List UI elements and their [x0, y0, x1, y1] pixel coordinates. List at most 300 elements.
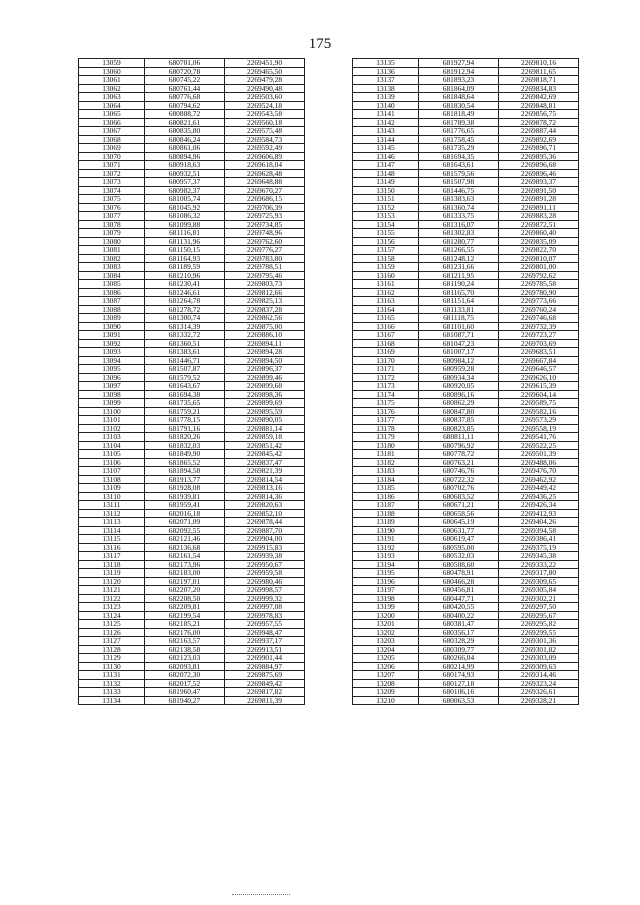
point-number-cell: 13059	[79, 59, 145, 68]
y-coordinate-cell: 2269886,10	[225, 331, 305, 340]
y-coordinate-cell: 2269479,28	[225, 76, 305, 85]
y-coordinate-cell: 2269881,14	[225, 424, 305, 433]
y-coordinate-cell: 2269894,11	[225, 339, 305, 348]
point-number-cell: 13162	[353, 288, 419, 297]
point-number-cell: 13134	[79, 696, 145, 705]
y-coordinate-cell: 2269810,07	[499, 254, 579, 263]
table-row	[353, 637, 579, 646]
table-row	[79, 577, 305, 586]
table-row	[353, 314, 579, 323]
table-row	[353, 365, 579, 374]
y-coordinate-cell: 2269892,69	[499, 135, 579, 144]
y-coordinate-cell: 2269999,32	[225, 594, 305, 603]
point-number-cell: 13112	[79, 509, 145, 518]
x-coordinate-cell: 681579,56	[419, 169, 499, 178]
table-row	[79, 186, 305, 195]
x-coordinate-cell: 680381,47	[419, 620, 499, 629]
y-coordinate-cell: 2269913,51	[225, 645, 305, 654]
y-coordinate-cell: 2269811,65	[499, 67, 579, 76]
point-number-cell: 13088	[79, 305, 145, 314]
x-coordinate-cell: 680720,78	[145, 67, 225, 76]
y-coordinate-cell: 2269883,28	[499, 212, 579, 221]
point-number-cell: 13089	[79, 314, 145, 323]
y-coordinate-cell: 2269821,39	[225, 467, 305, 476]
x-coordinate-cell: 680982,37	[145, 186, 225, 195]
table-row	[79, 535, 305, 544]
point-number-cell: 13071	[79, 161, 145, 170]
y-coordinate-cell: 2269295,82	[499, 620, 579, 629]
x-coordinate-cell: 681694,35	[419, 152, 499, 161]
y-coordinate-cell: 2269476,70	[499, 467, 579, 476]
x-coordinate-cell: 680920,05	[419, 382, 499, 391]
y-coordinate-cell: 2269896,71	[499, 144, 579, 153]
point-number-cell: 13126	[79, 628, 145, 637]
point-number-cell: 13185	[353, 484, 419, 493]
point-number-cell: 13097	[79, 382, 145, 391]
point-number-cell: 13146	[353, 152, 419, 161]
x-coordinate-cell: 681789,38	[419, 118, 499, 127]
x-coordinate-cell: 680776,68	[145, 93, 225, 102]
y-coordinate-cell: 2269818,71	[499, 76, 579, 85]
table-row	[79, 696, 305, 705]
table-row	[353, 526, 579, 535]
table-row	[79, 543, 305, 552]
point-number-cell: 13093	[79, 348, 145, 357]
table-row	[353, 280, 579, 289]
table-row	[353, 603, 579, 612]
point-number-cell: 13065	[79, 110, 145, 119]
x-coordinate-cell: 682136,68	[145, 543, 225, 552]
x-coordinate-cell: 681189,59	[145, 263, 225, 272]
table-row	[353, 229, 579, 238]
point-number-cell: 13094	[79, 356, 145, 365]
y-coordinate-cell: 2269309,65	[499, 577, 579, 586]
table-row	[79, 280, 305, 289]
y-coordinate-cell: 2269303,09	[499, 654, 579, 663]
table-row	[353, 467, 579, 476]
point-number-cell: 13069	[79, 144, 145, 153]
point-number-cell: 13204	[353, 645, 419, 654]
y-coordinate-cell: 2269896,68	[499, 161, 579, 170]
x-coordinate-cell: 682093,81	[145, 662, 225, 671]
point-number-cell: 13186	[353, 492, 419, 501]
y-coordinate-cell: 2269859,18	[225, 433, 305, 442]
table-row	[353, 110, 579, 119]
table-row	[79, 611, 305, 620]
table-row	[353, 671, 579, 680]
x-coordinate-cell: 680957,37	[145, 178, 225, 187]
point-number-cell: 13154	[353, 220, 419, 229]
point-number-cell: 13061	[79, 76, 145, 85]
table-row	[353, 543, 579, 552]
table-row	[79, 237, 305, 246]
table-row	[79, 263, 305, 272]
x-coordinate-cell: 680835,80	[145, 127, 225, 136]
table-row	[353, 594, 579, 603]
table-row	[79, 645, 305, 654]
y-coordinate-cell: 2269915,83	[225, 543, 305, 552]
x-coordinate-cell: 681190,24	[419, 280, 499, 289]
y-coordinate-cell: 2269725,93	[225, 212, 305, 221]
point-number-cell: 13138	[353, 84, 419, 93]
table-row	[353, 373, 579, 382]
y-coordinate-cell: 2269305,84	[499, 586, 579, 595]
y-coordinate-cell: 2269842,69	[499, 93, 579, 102]
point-number-cell: 13064	[79, 101, 145, 110]
table-row	[79, 144, 305, 153]
x-coordinate-cell: 682209,81	[145, 603, 225, 612]
point-number-cell: 13062	[79, 84, 145, 93]
footer-mark	[232, 894, 290, 897]
x-coordinate-cell: 681211,95	[419, 271, 499, 280]
x-coordinate-cell: 680959,28	[419, 365, 499, 374]
table-row	[79, 688, 305, 697]
y-coordinate-cell: 2269878,44	[225, 518, 305, 527]
table-row	[353, 93, 579, 102]
y-coordinate-cell: 2269543,58	[225, 110, 305, 119]
x-coordinate-cell: 682208,50	[145, 594, 225, 603]
x-coordinate-cell: 680356,17	[419, 628, 499, 637]
y-coordinate-cell: 2269904,00	[225, 535, 305, 544]
table-row	[353, 254, 579, 263]
point-number-cell: 13181	[353, 450, 419, 459]
point-number-cell: 13115	[79, 535, 145, 544]
y-coordinate-cell: 2269801,00	[499, 263, 579, 272]
point-number-cell: 13168	[353, 339, 419, 348]
point-number-cell: 13063	[79, 93, 145, 102]
table-row	[353, 492, 579, 501]
y-coordinate-cell: 2269451,90	[225, 59, 305, 68]
point-number-cell: 13125	[79, 620, 145, 629]
table-row	[79, 450, 305, 459]
y-coordinate-cell: 2269878,72	[499, 118, 579, 127]
y-coordinate-cell: 2269604,14	[499, 390, 579, 399]
point-number-cell: 13155	[353, 229, 419, 238]
point-number-cell: 13161	[353, 280, 419, 289]
table-row	[79, 135, 305, 144]
point-number-cell: 13107	[79, 467, 145, 476]
x-coordinate-cell: 682163,57	[145, 637, 225, 646]
x-coordinate-cell: 681912,94	[419, 67, 499, 76]
x-coordinate-cell: 681759,21	[145, 407, 225, 416]
table-row	[79, 203, 305, 212]
point-number-cell: 13164	[353, 305, 419, 314]
x-coordinate-cell: 681694,38	[145, 390, 225, 399]
table-row	[353, 127, 579, 136]
x-coordinate-cell: 681446,71	[145, 356, 225, 365]
x-coordinate-cell: 682183,00	[145, 569, 225, 578]
y-coordinate-cell: 2269582,16	[499, 407, 579, 416]
x-coordinate-cell: 681280,77	[419, 237, 499, 246]
table-row	[353, 645, 579, 654]
y-coordinate-cell: 2269703,69	[499, 339, 579, 348]
x-coordinate-cell: 680631,77	[419, 526, 499, 535]
table-row	[79, 552, 305, 561]
x-coordinate-cell: 681830,54	[419, 101, 499, 110]
table-row	[353, 450, 579, 459]
table-row	[353, 577, 579, 586]
table-row	[79, 560, 305, 569]
table-row	[79, 152, 305, 161]
table-row	[353, 178, 579, 187]
x-coordinate-cell: 681735,29	[419, 144, 499, 153]
x-coordinate-cell: 682071,09	[145, 518, 225, 527]
point-number-cell: 13081	[79, 246, 145, 255]
y-coordinate-cell: 2269812,66	[225, 288, 305, 297]
point-number-cell: 13070	[79, 152, 145, 161]
point-number-cell: 13172	[353, 373, 419, 382]
table-row	[353, 679, 579, 688]
table-row	[353, 501, 579, 510]
y-coordinate-cell: 2269998,57	[225, 586, 305, 595]
point-number-cell: 13104	[79, 441, 145, 450]
point-number-cell: 13144	[353, 135, 419, 144]
point-number-cell: 13195	[353, 569, 419, 578]
point-number-cell: 13189	[353, 518, 419, 527]
x-coordinate-cell: 682173,96	[145, 560, 225, 569]
y-coordinate-cell: 2269386,41	[499, 535, 579, 544]
x-coordinate-cell: 681865,52	[145, 458, 225, 467]
y-coordinate-cell: 2269541,76	[499, 433, 579, 442]
point-number-cell: 13108	[79, 475, 145, 484]
x-coordinate-cell: 680811,11	[419, 433, 499, 442]
x-coordinate-cell: 680746,76	[419, 467, 499, 476]
y-coordinate-cell: 2269899,68	[225, 382, 305, 391]
point-number-cell: 13151	[353, 195, 419, 204]
table-row	[353, 305, 579, 314]
y-coordinate-cell: 2269814,54	[225, 475, 305, 484]
y-coordinate-cell: 2269323,24	[499, 679, 579, 688]
y-coordinate-cell: 2269937,17	[225, 637, 305, 646]
y-coordinate-cell: 2269490,48	[225, 84, 305, 93]
table-row	[353, 84, 579, 93]
x-coordinate-cell: 681116,81	[145, 229, 225, 238]
y-coordinate-cell: 2269896,37	[225, 365, 305, 374]
x-coordinate-cell: 680702,76	[419, 484, 499, 493]
x-coordinate-cell: 682092,55	[145, 526, 225, 535]
point-number-cell: 13136	[353, 67, 419, 76]
y-coordinate-cell: 2269899,69	[225, 399, 305, 408]
x-coordinate-cell: 680595,00	[419, 543, 499, 552]
x-coordinate-cell: 681507,98	[419, 178, 499, 187]
point-number-cell: 13113	[79, 518, 145, 527]
x-coordinate-cell: 680821,61	[145, 118, 225, 127]
point-number-cell: 13192	[353, 543, 419, 552]
point-number-cell: 13068	[79, 135, 145, 144]
y-coordinate-cell: 2269773,66	[499, 297, 579, 306]
point-number-cell: 13174	[353, 390, 419, 399]
y-coordinate-cell: 2269626,10	[499, 373, 579, 382]
table-row	[353, 237, 579, 246]
table-row	[353, 569, 579, 578]
table-row	[353, 433, 579, 442]
point-number-cell: 13077	[79, 212, 145, 221]
table-row	[79, 195, 305, 204]
x-coordinate-cell: 680420,55	[419, 603, 499, 612]
point-number-cell: 13197	[353, 586, 419, 595]
table-row	[353, 518, 579, 527]
y-coordinate-cell: 2269997,08	[225, 603, 305, 612]
point-number-cell: 13141	[353, 110, 419, 119]
x-coordinate-cell: 680127,18	[419, 679, 499, 688]
y-coordinate-cell: 2269592,49	[225, 144, 305, 153]
table-row	[79, 178, 305, 187]
x-coordinate-cell: 682199,54	[145, 611, 225, 620]
point-number-cell: 13206	[353, 662, 419, 671]
table-row	[353, 356, 579, 365]
y-coordinate-cell: 2269980,46	[225, 577, 305, 586]
point-number-cell: 13191	[353, 535, 419, 544]
table-row	[79, 314, 305, 323]
point-number-cell: 13153	[353, 212, 419, 221]
y-coordinate-cell: 2269780,90	[499, 288, 579, 297]
x-coordinate-cell: 681230,41	[145, 280, 225, 289]
y-coordinate-cell: 2269817,82	[225, 688, 305, 697]
table-row	[79, 84, 305, 93]
point-number-cell: 13087	[79, 297, 145, 306]
point-number-cell: 13137	[353, 76, 419, 85]
table-row	[353, 382, 579, 391]
point-number-cell: 13202	[353, 628, 419, 637]
y-coordinate-cell: 2269810,16	[499, 59, 579, 68]
x-coordinate-cell: 681360,74	[419, 203, 499, 212]
point-number-cell: 13090	[79, 322, 145, 331]
y-coordinate-cell: 2269837,28	[225, 305, 305, 314]
x-coordinate-cell: 681818,49	[419, 110, 499, 119]
x-coordinate-cell: 681314,39	[145, 322, 225, 331]
y-coordinate-cell: 2269488,06	[499, 458, 579, 467]
y-coordinate-cell: 2269899,46	[225, 373, 305, 382]
point-number-cell: 13193	[353, 552, 419, 561]
point-number-cell: 13109	[79, 484, 145, 493]
point-number-cell: 13101	[79, 416, 145, 425]
table-row	[79, 526, 305, 535]
point-number-cell: 13118	[79, 560, 145, 569]
table-row	[353, 407, 579, 416]
table-row	[79, 501, 305, 510]
y-coordinate-cell: 2269723,27	[499, 331, 579, 340]
y-coordinate-cell: 2269939,38	[225, 552, 305, 561]
x-coordinate-cell: 680456,81	[419, 586, 499, 595]
table-row	[353, 586, 579, 595]
y-coordinate-cell: 2269326,61	[499, 688, 579, 697]
table-row	[79, 169, 305, 178]
table-row	[79, 679, 305, 688]
y-coordinate-cell: 2269950,67	[225, 560, 305, 569]
point-number-cell: 13149	[353, 178, 419, 187]
table-row	[353, 696, 579, 705]
x-coordinate-cell: 681302,83	[419, 229, 499, 238]
y-coordinate-cell: 2269852,10	[225, 509, 305, 518]
table-row	[79, 637, 305, 646]
table-row	[353, 390, 579, 399]
point-number-cell: 13145	[353, 144, 419, 153]
table-row	[79, 67, 305, 76]
point-number-cell: 13198	[353, 594, 419, 603]
y-coordinate-cell: 2269813,16	[225, 484, 305, 493]
point-number-cell: 13188	[353, 509, 419, 518]
point-number-cell: 13159	[353, 263, 419, 272]
x-coordinate-cell: 682123,03	[145, 654, 225, 663]
point-number-cell: 13086	[79, 288, 145, 297]
coordinates-table-right-body	[353, 59, 579, 705]
y-coordinate-cell: 2269822,70	[499, 246, 579, 255]
x-coordinate-cell: 680808,72	[145, 110, 225, 119]
x-coordinate-cell: 681864,09	[419, 84, 499, 93]
y-coordinate-cell: 2269615,39	[499, 382, 579, 391]
table-row	[353, 688, 579, 697]
y-coordinate-cell: 2269803,73	[225, 280, 305, 289]
x-coordinate-cell: 681849,90	[145, 450, 225, 459]
y-coordinate-cell: 2269309,63	[499, 662, 579, 671]
x-coordinate-cell: 681099,88	[145, 220, 225, 229]
x-coordinate-cell: 680796,92	[419, 441, 499, 450]
table-row	[353, 169, 579, 178]
table-row	[79, 331, 305, 340]
table-row	[79, 93, 305, 102]
point-number-cell: 13199	[353, 603, 419, 612]
x-coordinate-cell: 680823,85	[419, 424, 499, 433]
table-row	[79, 59, 305, 68]
x-coordinate-cell: 681005,74	[145, 195, 225, 204]
table-row	[79, 441, 305, 450]
point-number-cell: 13095	[79, 365, 145, 374]
x-coordinate-cell: 682072,30	[145, 671, 225, 680]
y-coordinate-cell: 2269584,73	[225, 135, 305, 144]
x-coordinate-cell: 680932,51	[145, 169, 225, 178]
x-coordinate-cell: 680701,06	[145, 59, 225, 68]
x-coordinate-cell: 680794,62	[145, 101, 225, 110]
y-coordinate-cell: 2269891,11	[499, 203, 579, 212]
point-number-cell: 13114	[79, 526, 145, 535]
y-coordinate-cell: 2269589,75	[499, 399, 579, 408]
y-coordinate-cell: 2269297,50	[499, 603, 579, 612]
point-number-cell: 13180	[353, 441, 419, 450]
point-number-cell: 13210	[353, 696, 419, 705]
y-coordinate-cell: 2269849,42	[225, 679, 305, 688]
x-coordinate-cell: 681960,47	[145, 688, 225, 697]
y-coordinate-cell: 2269762,60	[225, 237, 305, 246]
x-coordinate-cell: 681507,87	[145, 365, 225, 374]
y-coordinate-cell: 2269732,39	[499, 322, 579, 331]
y-coordinate-cell: 2269686,15	[225, 195, 305, 204]
table-row	[79, 127, 305, 136]
table-row	[79, 433, 305, 442]
x-coordinate-cell: 680619,47	[419, 535, 499, 544]
x-coordinate-cell: 680934,34	[419, 373, 499, 382]
table-row	[79, 662, 305, 671]
table-row	[79, 475, 305, 484]
x-coordinate-cell: 681266,55	[419, 246, 499, 255]
table-row	[353, 203, 579, 212]
y-coordinate-cell: 2269895,36	[499, 152, 579, 161]
y-coordinate-cell: 2269333,22	[499, 560, 579, 569]
table-row	[79, 518, 305, 527]
x-coordinate-cell: 680846,24	[145, 135, 225, 144]
x-coordinate-cell: 681264,78	[145, 297, 225, 306]
point-number-cell: 13208	[353, 679, 419, 688]
point-number-cell: 13085	[79, 280, 145, 289]
point-number-cell: 13078	[79, 220, 145, 229]
y-coordinate-cell: 2269783,80	[225, 254, 305, 263]
point-number-cell: 13100	[79, 407, 145, 416]
coordinates-table-left-body	[79, 59, 305, 705]
table-row	[79, 348, 305, 357]
point-number-cell: 13139	[353, 93, 419, 102]
point-number-cell: 13110	[79, 492, 145, 501]
table-row	[79, 594, 305, 603]
table-row	[79, 586, 305, 595]
